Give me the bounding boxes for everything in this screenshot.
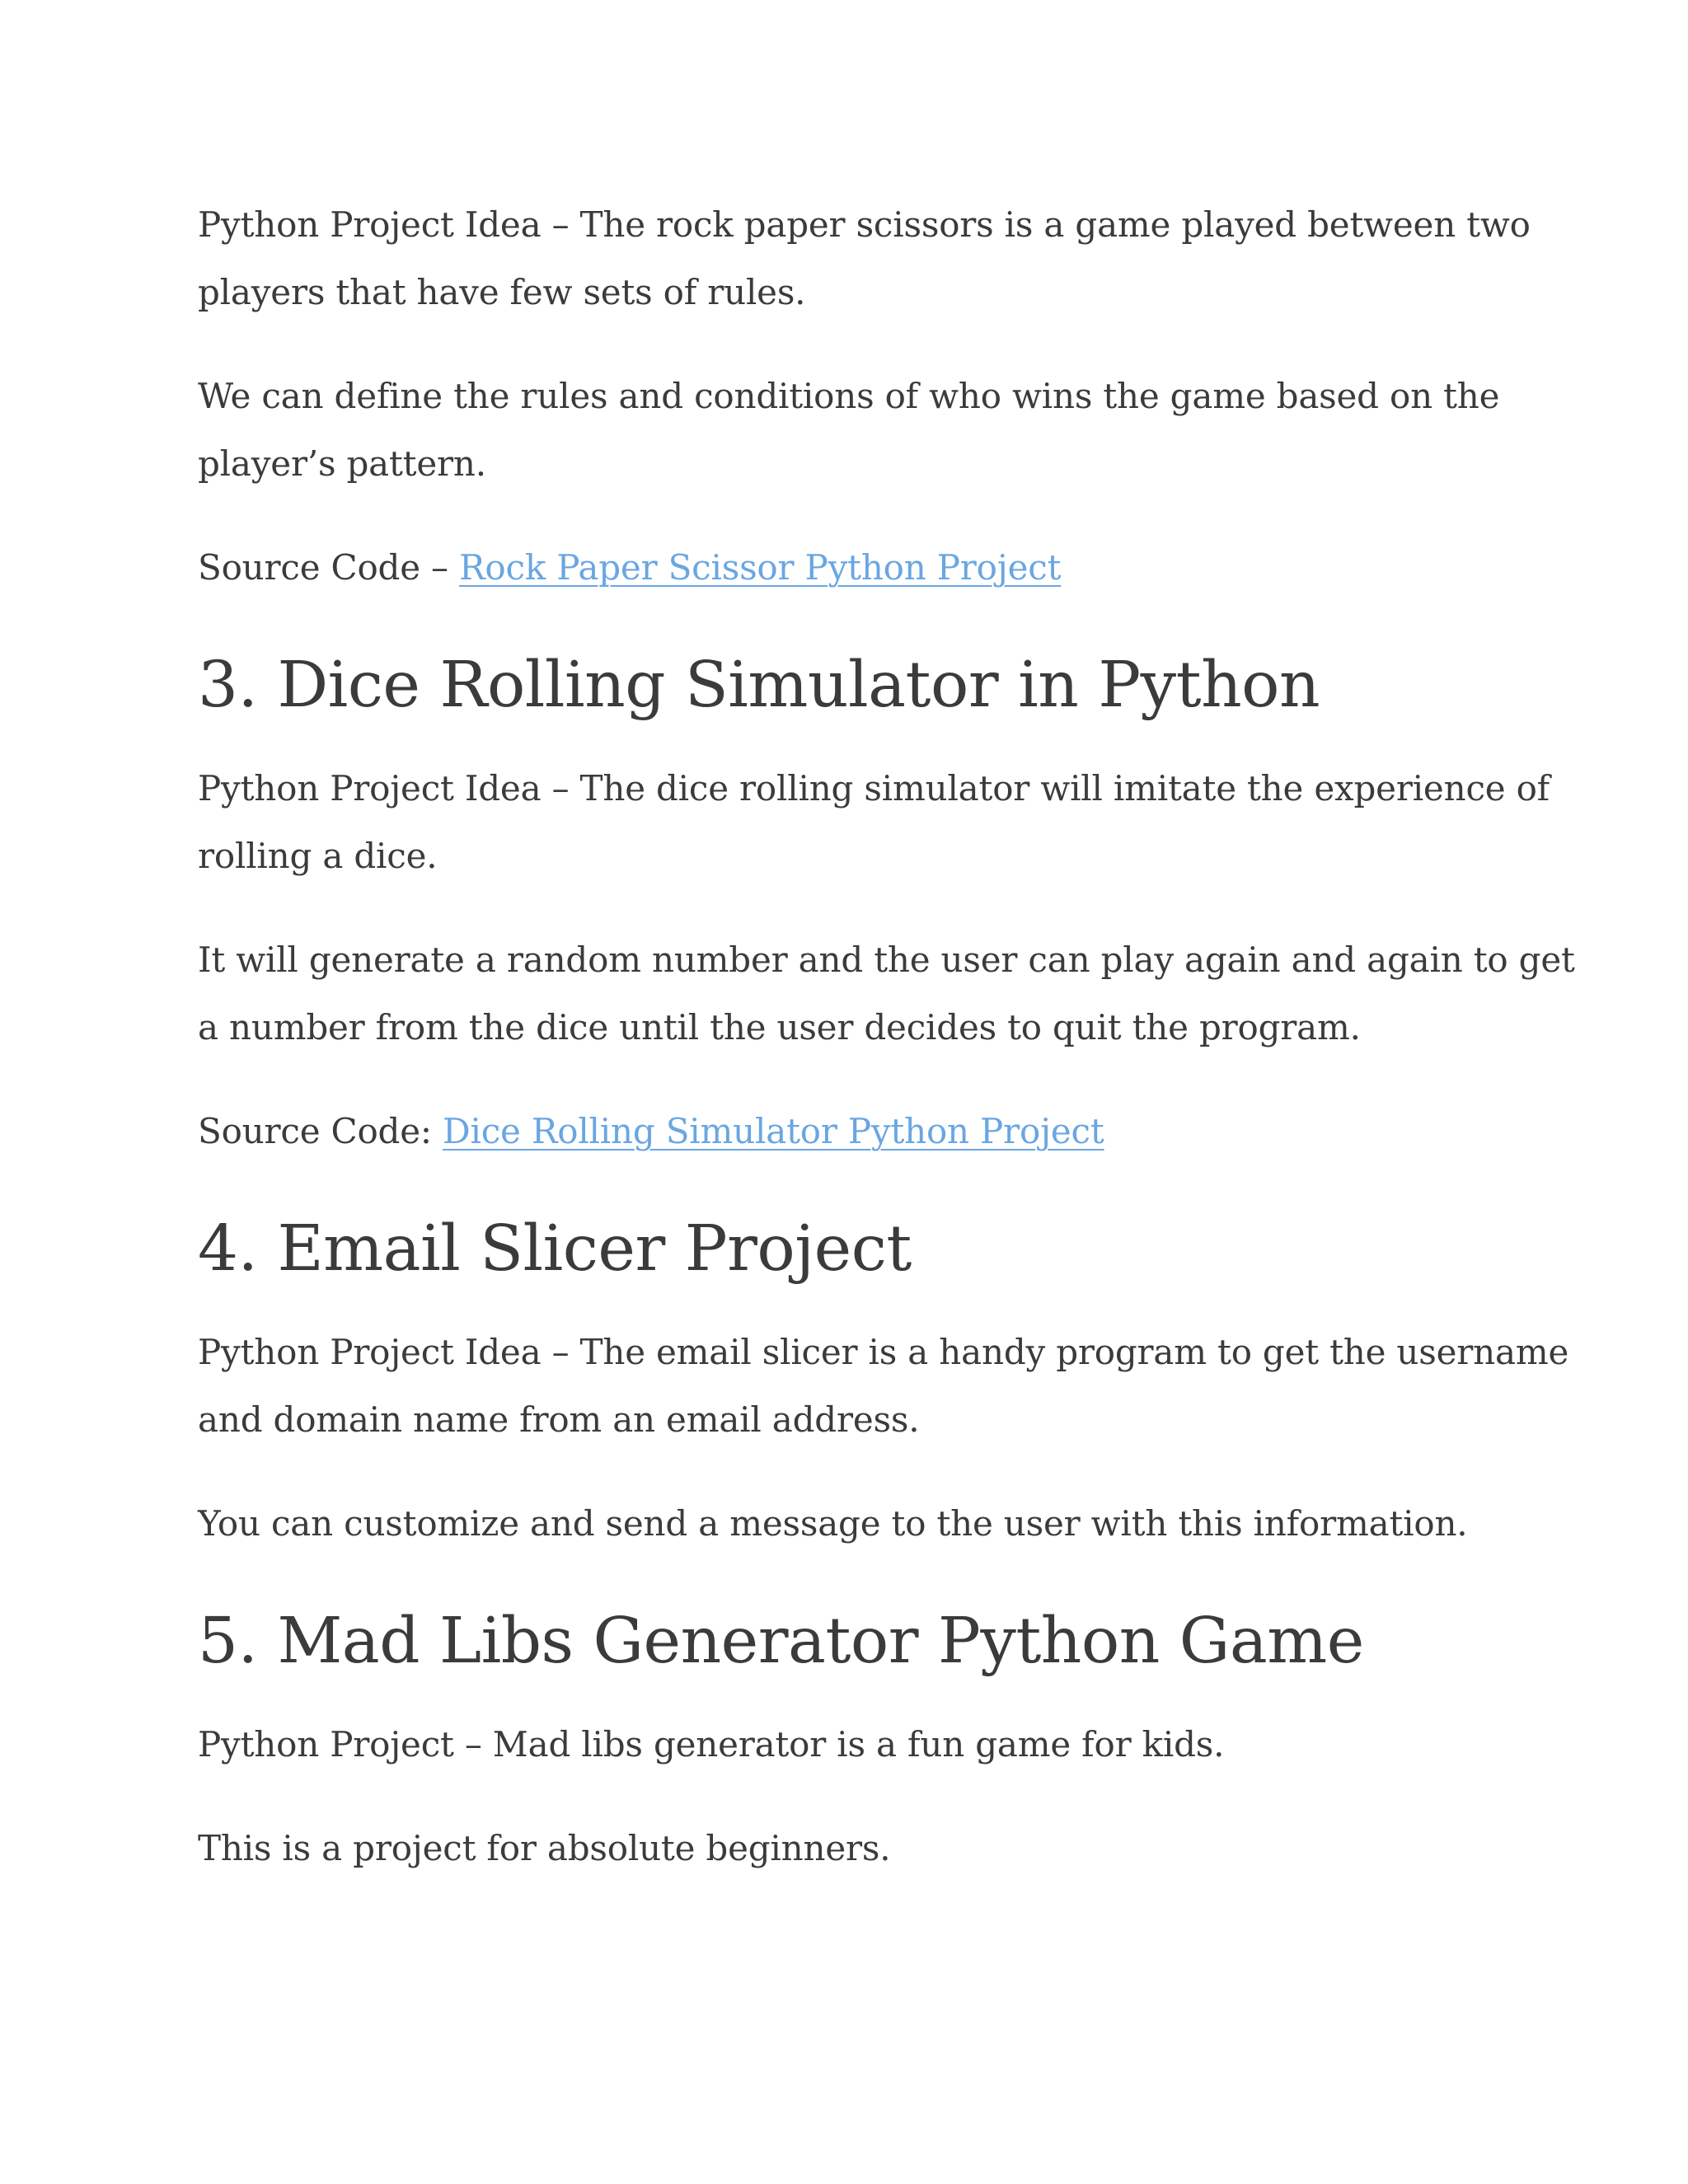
dice-detail-line-1: It will generate a random number and the user can play again and again to get [198, 940, 1575, 980]
madlibs-heading: 5. Mad Libs Generator Python Game [198, 1605, 1364, 1678]
madlibs-idea-line-1: Python Project – Mad libs generator is a fun game for kids. [198, 1724, 1225, 1765]
rps-idea-line-2: players that have few sets of rules. [198, 272, 806, 312]
email-idea-line-2: and domain name from an email address. [198, 1399, 920, 1440]
dice-idea-line-1: Python Project Idea – The dice rolling simulator will imitate the experience of [198, 768, 1550, 808]
rps-source-link[interactable]: Rock Paper Scissor Python Project [458, 547, 1062, 588]
rps-source-label: Source Code – [198, 547, 459, 588]
madlibs-detail-line-1: This is a project for absolute beginners. [198, 1828, 891, 1868]
email-detail-paragraph [198, 1490, 1508, 1558]
email-idea-paragraph [198, 1319, 1569, 1454]
dice-heading: 3. Dice Rolling Simulator in Python [198, 649, 1320, 722]
rps-idea-paragraph [198, 191, 1531, 326]
rps-rules-line-2: player’s pattern. [198, 443, 486, 484]
rps-idea-line-1: Python Project Idea – The rock paper scissors is a game played between two [198, 204, 1531, 245]
dice-source-paragraph [198, 1098, 1508, 1165]
email-detail-line-1: You can customize and send a message to the user with this information. [198, 1503, 1468, 1544]
rps-rules-line-1: We can define the rules and conditions of who wins the game based on the [198, 376, 1500, 416]
dice-source-label: Source Code: [198, 1111, 443, 1151]
madlibs-detail-paragraph [198, 1815, 1508, 1882]
madlibs-idea-paragraph [198, 1711, 1508, 1779]
email-heading: 4. Email Slicer Project [198, 1212, 912, 1286]
dice-idea-paragraph [198, 755, 1550, 890]
rps-source-paragraph [198, 534, 1508, 602]
dice-source-link[interactable]: Dice Rolling Simulator Python Project [442, 1111, 1104, 1151]
rps-rules-paragraph [198, 363, 1508, 498]
dice-detail-line-2: a number from the dice until the user decides to quit the program. [198, 1007, 1361, 1047]
dice-idea-line-2: rolling a dice. [198, 836, 438, 876]
email-idea-line-1: Python Project Idea – The email slicer is a handy program to get the username [198, 1332, 1569, 1372]
dice-detail-paragraph [198, 926, 1575, 1062]
article-body [198, 191, 1575, 1919]
